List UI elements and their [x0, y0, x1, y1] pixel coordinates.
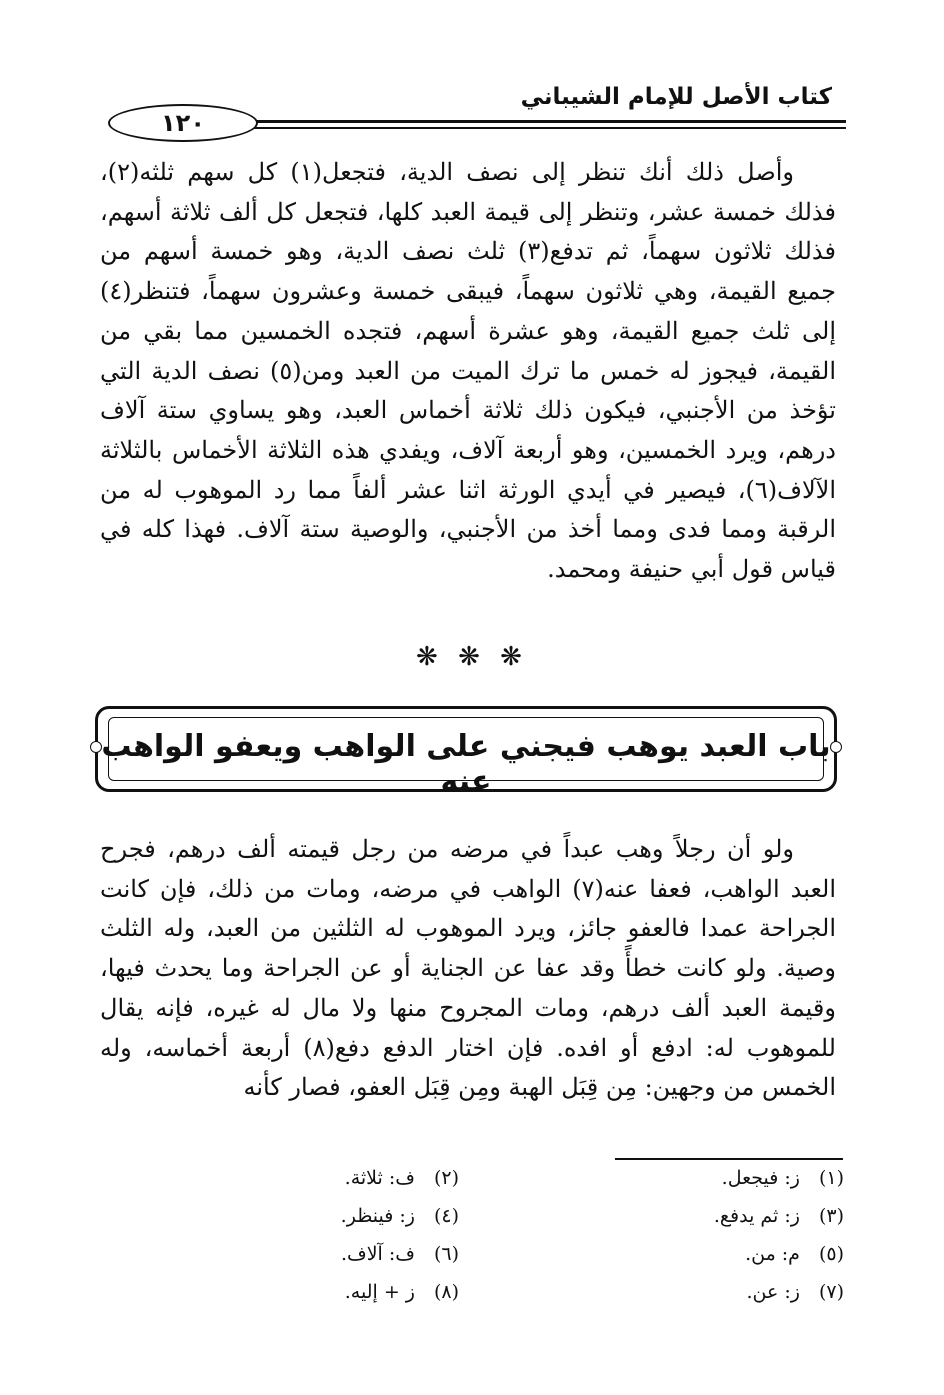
- footnote-number: (٥): [818, 1243, 844, 1265]
- footnote: [229, 1281, 459, 1303]
- footnote-number: (٦): [433, 1243, 459, 1265]
- footnote-text: ز: ثم يدفع.: [713, 1205, 800, 1227]
- footnote-number: (٢): [433, 1167, 459, 1189]
- chapter-title-box: [95, 706, 837, 799]
- footnote: [229, 1243, 459, 1265]
- footnote-number: (٤): [433, 1205, 459, 1227]
- footnote-separator: [615, 1158, 843, 1160]
- footnote-text: ف: ثلاثة.: [344, 1167, 415, 1189]
- footnote: [614, 1243, 844, 1265]
- running-title: كتاب الأصل للإمام الشيباني: [520, 84, 832, 110]
- footnote-text: ز + إليه.: [344, 1281, 415, 1303]
- footnote-number: (٧): [818, 1281, 844, 1303]
- paragraph: ولو أن رجلاً وهب عبداً في مرضه من رجل قيمته ألف درهم، فجرح العبد الواهب، فعفا عنه(٧) الواهب في مرضه، ومات من ذلك، فإن كانت الجراحة عمدا فالعفو جائز، ويرد الموهوب له الثلثين من العبد، وله الثلث وصية. ولو كانت خطأً وقد عفا عن الجناية أو عن الجراحة وما يحدث فيها، وقيمة العبد ألف درهم، ومات المجروح منها ولا مال له غيره، فإنه يقال للموهوب له: ادفع أو افده. فإن اختار الدفع دفع(٨) أربعة أخماسه، وله الخمس من وجهين: مِن قِبَل الهبة ومِن قِبَل العفو، فصار كأنه: [100, 835, 836, 1102]
- paragraph: وأصل ذلك أنك تنظر إلى نصف الدية، فتجعل(١) كل سهم ثلثه(٢)، فذلك خمسة عشر، وتنظر إلى قيمة العبد كلها، فتجعل كل ألف ثلاثة أسهم، فذلك ثلاثون سهماً، ثم تدفع(٣) ثلث نصف الدية، وهو خمسة أسهم من جميع القيمة، وهي ثلاثون سهماً، فيبقى خمسة وعشرون سهماً، فتنظر(٤) إلى ثلث جميع القيمة، وهو عشرة أسهم، فتجده الخمسين مما بقي من القيمة، فيجوز له خمس ما ترك الميت من العبد ومن(٥) نصف الدية التي تؤخذ من الأجنبي، فيكون ذلك ثلاثة أخماس العبد، وهو يساوي ستة آلاف درهم، ويرد الخمسين، وهو أربعة آلاف، ويفدي هذه الثلاثة الأخماس بالثلاثة الآلاف(٦)، فيصير في أيدي الورثة اثنا عشر ألفاً مما رد الموهوب له من الرقبة ومما فدى ومما أخذ من الأجنبي، والوصية ستة آلاف. فهذا كله في قياس قول أبي حنيفة ومحمد.: [100, 158, 837, 584]
- footnote: [614, 1281, 844, 1303]
- footnote-number: (٨): [433, 1281, 459, 1303]
- footnote: [614, 1167, 844, 1189]
- body-text-section-2: [100, 830, 836, 1108]
- footnote: [229, 1205, 459, 1227]
- page-number: ١٢٠: [108, 104, 258, 142]
- section-separator-ornament: ❋ ❋ ❋: [416, 642, 528, 672]
- footnote-text: ف: آلاف.: [340, 1243, 415, 1265]
- chapter-title: باب العبد يوهب فيجني على الواهب ويعفو الواهب عنه: [101, 729, 831, 799]
- footnote: [614, 1205, 844, 1227]
- footnote-text: ز: فيجعل.: [721, 1167, 800, 1189]
- body-text-section-1: [100, 153, 836, 590]
- footnote-text: م: من.: [745, 1243, 800, 1265]
- footnote-text: ز: عن.: [746, 1281, 800, 1303]
- footnote-number: (١): [818, 1167, 844, 1189]
- footnote-number: (٣): [818, 1205, 844, 1227]
- footnote: [229, 1167, 459, 1189]
- footnote-text: ز: فينظر.: [340, 1205, 415, 1227]
